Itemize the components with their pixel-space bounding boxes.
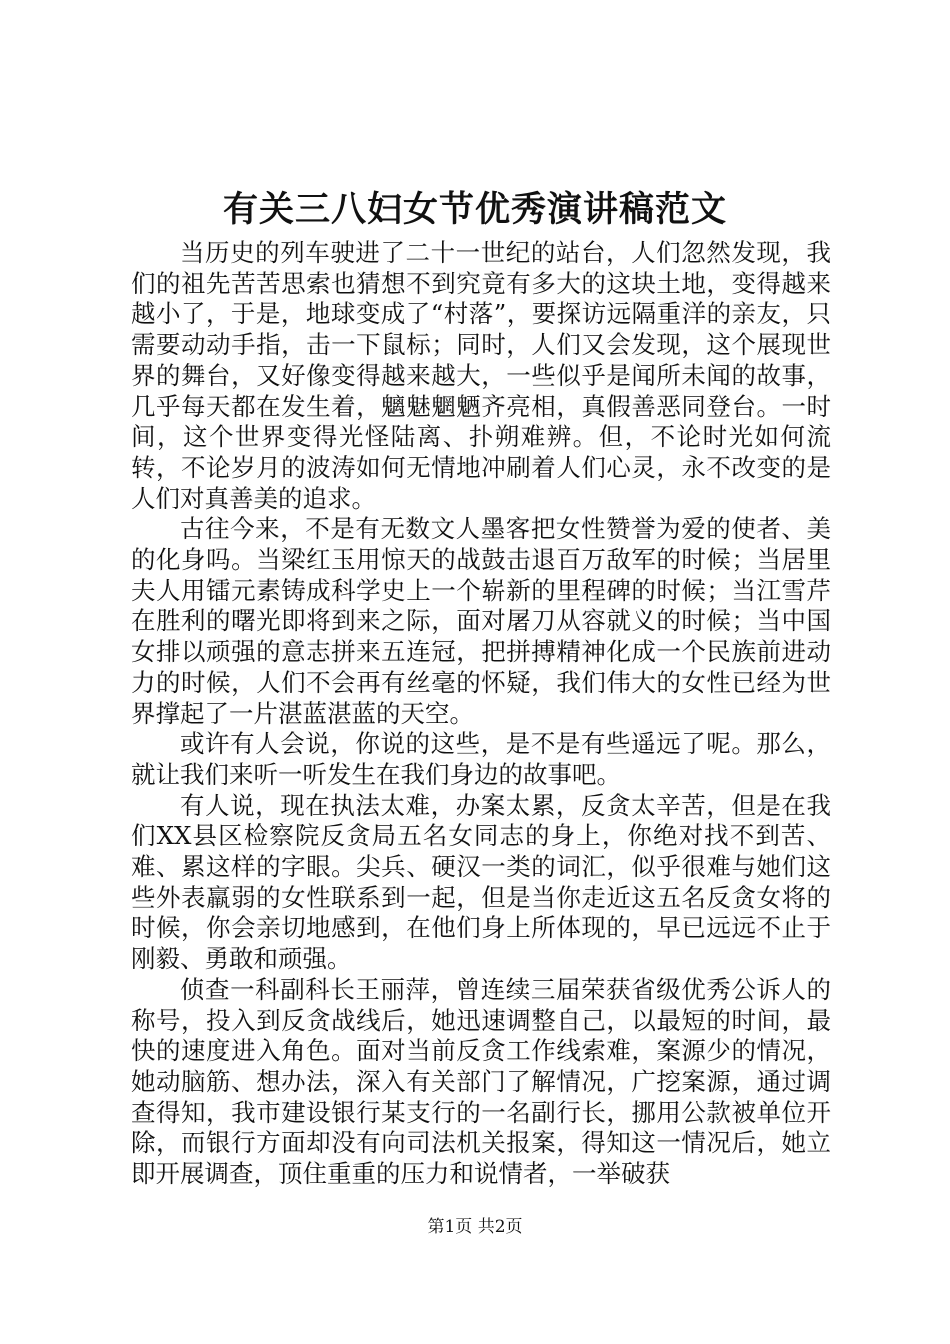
document-body [131,238,831,1190]
paragraph-1: 当历史的列车驶进了二十一世纪的站台，人们忽然发现，我们的祖先苦苦思索也猜想不到究竟有多大的这块土地，变得越来越小了，于是，地球变成了“村落”，要探访远隔重洋的亲友，只需要动动手指，击一下鼠标；同时，人们又会发现，这个展现世界的舞台，又好像变得越来越大，一些似乎是闻所未闻的故事，几乎每天都在发生着，魑魅魍魉齐亮相，真假善恶同登台。一时间，这个世界变得光怪陆离、扑朔难辨。但，不论时光如何流转，不论岁月的波涛如何无情地冲刷着人们心灵，永不改变的是人们对真善美的追求。 [131,238,831,513]
paragraph-4: 有人说，现在执法太难，办案太累，反贪太辛苦，但是在我们XX县区检察院反贪局五名女同志的身上，你绝对找不到苦、难、累这样的字眼。尖兵、硬汉一类的词汇，似乎很难与她们这些外表羸弱的女性联系到一起，但是当你走近这五名反贪女将的时候，你会亲切地感到，在他们身上所体现的，早已远远不止于刚毅、勇敢和顽强。 [131,790,831,974]
paragraph-2: 古往今来，不是有无数文人墨客把女性赞誉为爱的使者、美的化身吗。当梁红玉用惊天的战鼓击退百万敌军的时候；当居里夫人用镭元素铸成科学史上一个崭新的里程碑的时候；当江雪芹在胜利的曙光即将到来之际，面对屠刀从容就义的时候；当中国女排以顽强的意志拼来五连冠，把拼搏精神化成一个民族前进动力的时候，人们不会再有丝毫的怀疑，我们伟大的女性已经为世界撑起了一片湛蓝湛蓝的天空。 [131,514,831,728]
page-number-footer: 第1页 共2页 [427,1217,523,1237]
document-title: 有关三八妇女节优秀演讲稿范文 [222,189,727,230]
paragraph-5: 侦查一科副科长王丽萍，曾连续三届荣获省级优秀公诉人的称号，投入到反贪战线后，她迅速调整自己，以最短的时间，最快的速度进入角色。面对当前反贪工作线索难，案源少的情况，她动脑筋、想办法，深入有关部门了解情况，广挖案源，通过调查得知，我市建设银行某支行的一名副行长，挪用公款被单位开除，而银行方面却没有向司法机关报案，得知这一情况后，她立即开展调查，顶住重重的压力和说情者，一举破获 [131,974,831,1189]
paragraph-3: 或许有人会说，你说的这些，是不是有些遥远了呢。那么，就让我们来听一听发生在我们身边的故事吧。 [131,729,831,789]
